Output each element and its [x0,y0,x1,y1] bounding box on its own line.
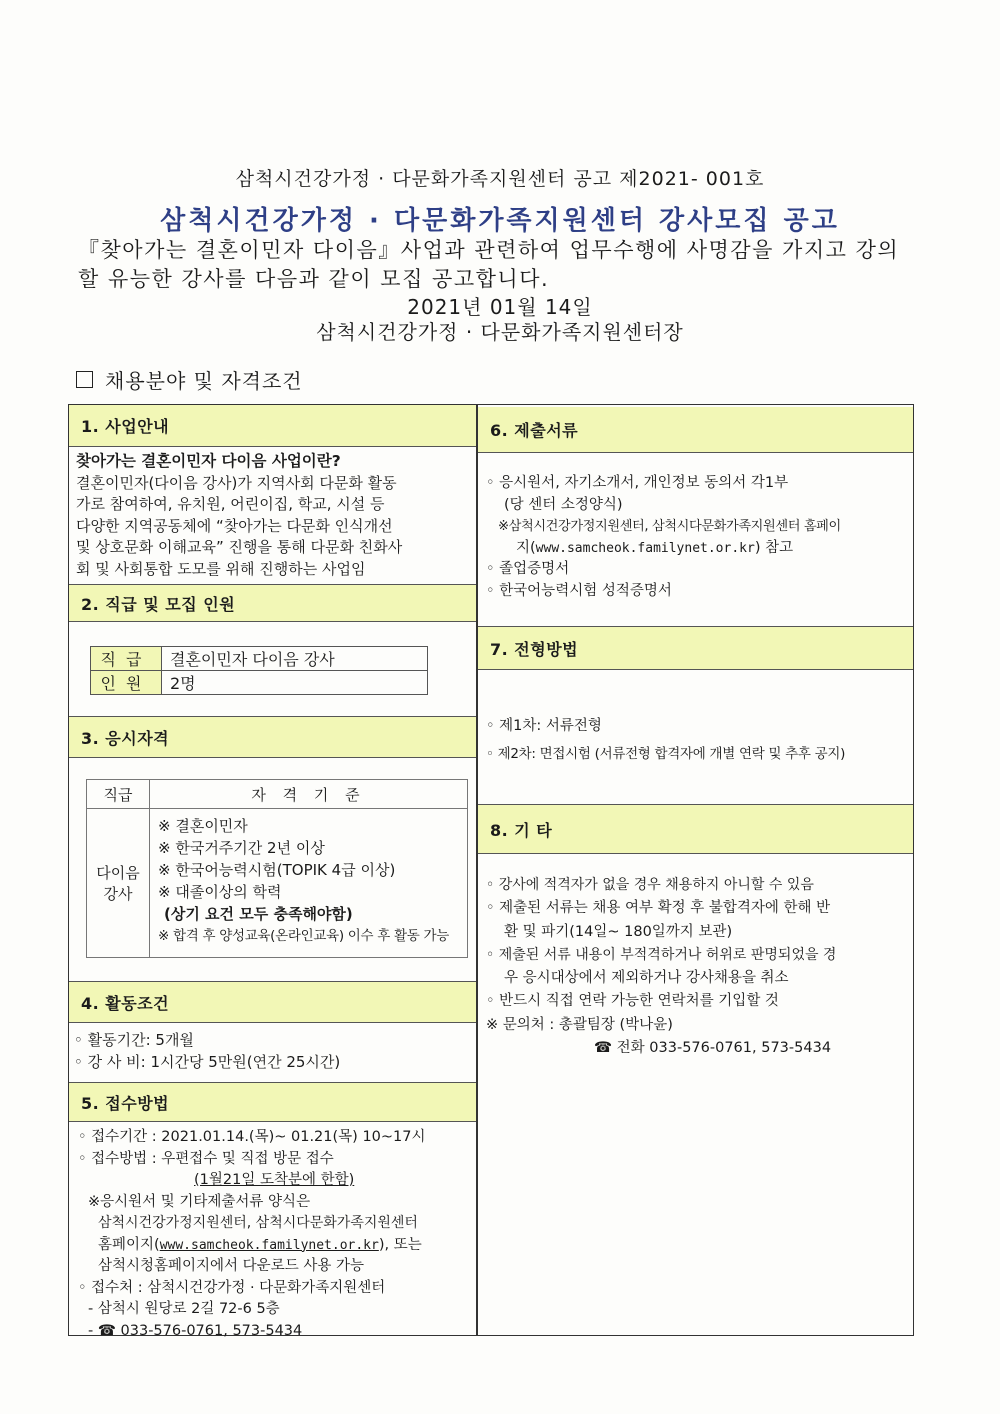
application-address: - 삼척시 원당로 2길 72-6 5층 [88,1301,280,1317]
qual-role-line: 강사 [103,885,133,903]
section-header-label: 8. 기 타 [490,820,553,840]
qualification-table [86,779,468,958]
section-header-application [69,1082,476,1122]
section-header-rank [69,584,476,622]
application-forms-download: 삼척시청홈페이지에서 다운로드 사용 가능 [98,1258,364,1274]
application-period: ◦ 접수기간 : 2021.01.14.(목)~ 01.21(목) 10~17시 [78,1129,426,1145]
document-item: ◦ 응시원서, 자기소개서, 개인정보 동의서 각1부 [486,475,789,491]
business-line: 가로 참여하여, 유치원, 어린이집, 학교, 시설 등 [76,495,385,513]
selection-step: ◦ 제2차: 면접시험 (서류전형 합격자에 개별 연락 및 추후 공지) [486,746,846,762]
qual-criterion: ※ 대졸이상의 학력 [158,883,282,901]
homepage-prefix: 홈페이지( [98,1236,160,1253]
qual-criterion: ※ 한국어능력시험(TOPIK 4급 이상) [158,861,396,879]
application-forms-source: 삼척시건강가정지원센터, 삼척시다문화가족지원센터 [98,1215,418,1231]
qual-role-line: 다이음 [96,864,140,882]
rank-table [90,646,428,695]
document-item-note: (당 센터 소정양식) [504,496,623,513]
business-question: 찾아가는 결혼이민자 다이음 사업이란? [76,452,341,470]
business-line: 다양한 지역공동체에 “찾아가는 다문화 인식개선 [76,516,393,535]
section-header-label: 5. 접수방법 [81,1093,170,1113]
other-note-cont: 환 및 파기(14일~ 180일까지 보관) [504,923,733,940]
homepage-prefix: 지( [516,539,536,556]
intro-line: 『찾아가는 결혼이민자 다이음』사업과 관련하여 업무수행에 사명감을 가지고 강의 [78,238,900,262]
qual-criteria [150,809,468,958]
application-place: ◦ 접수처 : 삼척시건강가정 · 다문화가족지원센터 [78,1279,386,1296]
document-item: ◦ 한국어능력시험 성적증명서 [486,582,672,599]
qual-criterion: ※ 결혼이민자 [158,817,248,835]
application-forms-note: ※응시원서 및 기타제출서류 양식은 [88,1193,311,1210]
section-header-documents [478,407,913,453]
qual-col-rank: 직급 [87,780,150,809]
section-heading-label: 채용분야 및 자격조건 [105,369,303,393]
other-notes [486,874,911,1060]
qual-col-criteria: 자 격 기 준 [150,780,468,809]
application-forms-homepage [78,1235,474,1257]
condition-item: ◦ 강 사 비: 1시간당 5만원(연간 25시간) [74,1052,341,1071]
qual-requirement-note: (상기 요건 모두 충족해야함) [164,905,353,923]
qual-role [87,809,150,958]
section-header-conditions [69,981,476,1023]
other-note: ◦ 제출된 서류는 채용 여부 확정 후 불합격자에 한해 반 [486,900,831,917]
rank-value: 결혼이민자 다이음 강사 [162,647,428,671]
business-line: 및 상호문화 이해교육” 진행을 통해 다문화 친화사 [76,538,403,556]
homepage-suffix: ) 참고 [754,539,794,556]
other-note: ◦ 강사에 적격자가 없을 경우 채용하지 아니할 수 있음 [486,877,814,893]
count-label: 인원 [91,671,162,695]
application-deadline-note: (1월21일 도착분에 한함) [194,1172,355,1188]
conditions-list [74,1030,472,1073]
qual-training-note: ※ 합격 후 양성교육(온라인교육) 이수 후 활동 가능 [158,928,449,944]
section-header-other [478,804,913,854]
selection-steps [486,712,911,768]
business-line: 회 및 사회통합 도모를 위해 진행하는 사업임 [76,559,366,578]
square-bullet-icon [76,371,93,388]
business-description [76,451,472,580]
column-divider [476,404,478,1336]
other-note-cont: 우 응시대상에서 제외하거나 강사채용을 취소 [504,970,789,987]
qual-criterion: ※ 한국거주기간 2년 이상 [158,839,325,857]
contact-phone: ☎ 전화 033-576-0761, 573-5434 [594,1040,832,1057]
application-method: ◦ 접수방법 : 우편접수 및 직접 방문 접수 [78,1150,334,1167]
document-item: ◦ 졸업증명서 [486,561,570,577]
issuer: 삼척시건강가정 · 다문화가족지원센터장 [316,320,684,344]
section-header-label: 4. 활동조건 [81,993,170,1013]
section-heading [76,365,303,394]
section-header-qualification [69,716,476,758]
section-header-label: 6. 제출서류 [490,421,579,440]
section-header-label: 3. 응시자격 [81,728,170,748]
section-header-label: 2. 직급 및 모집 인원 [81,594,236,614]
homepage-link[interactable]: www.samcheok.familynet.or.kr [535,540,755,556]
application-info [78,1127,474,1342]
homepage-suffix: ), 또는 [378,1236,422,1253]
section-header-label: 1. 사업안내 [81,417,170,436]
contact-person: ※ 문의처 : 총괄팀장 (박나윤) [486,1016,673,1033]
section-header-business [69,405,476,447]
notice-date: 2021년 01월 14일 [407,295,593,319]
other-note: ◦ 반드시 직접 연락 가능한 연락처를 기입할 것 [486,993,779,1010]
section-header-selection [478,626,913,670]
business-line: 결혼이민자(다이음 강사)가 지역사회 다문화 활동 [76,473,397,492]
documents-list [486,473,911,602]
application-phone: - ☎ 033-576-0761, 573-5434 [88,1322,303,1339]
intro-text [78,236,938,294]
intro-line: 할 유능한 강사를 다음과 같이 모집 공고합니다. [78,267,550,291]
page-title: 삼척시건강가정 · 다문화가족지원센터 강사모집 공고 [160,206,840,236]
selection-step: ◦ 제1차: 서류전형 [486,718,602,734]
notice-number: 삼척시건강가정 · 다문화가족지원센터 공고 제2021- 001호 [235,168,765,190]
rank-label: 직급 [91,647,162,671]
homepage-link[interactable]: www.samcheok.familynet.or.kr [159,1237,379,1253]
document-homepage-link-line [486,538,911,560]
count-value: 2명 [162,671,428,695]
document-homepage-note: ※삼척시건강가정지원센터, 삼척시다문화가족지원센터 홈페이 [498,519,841,534]
section-header-label: 7. 전형방법 [490,639,579,659]
other-note: ◦ 제출된 서류 내용이 부적격하거나 허위로 판명되었을 경 [486,946,837,963]
condition-item: ◦ 활동기간: 5개월 [74,1031,194,1049]
